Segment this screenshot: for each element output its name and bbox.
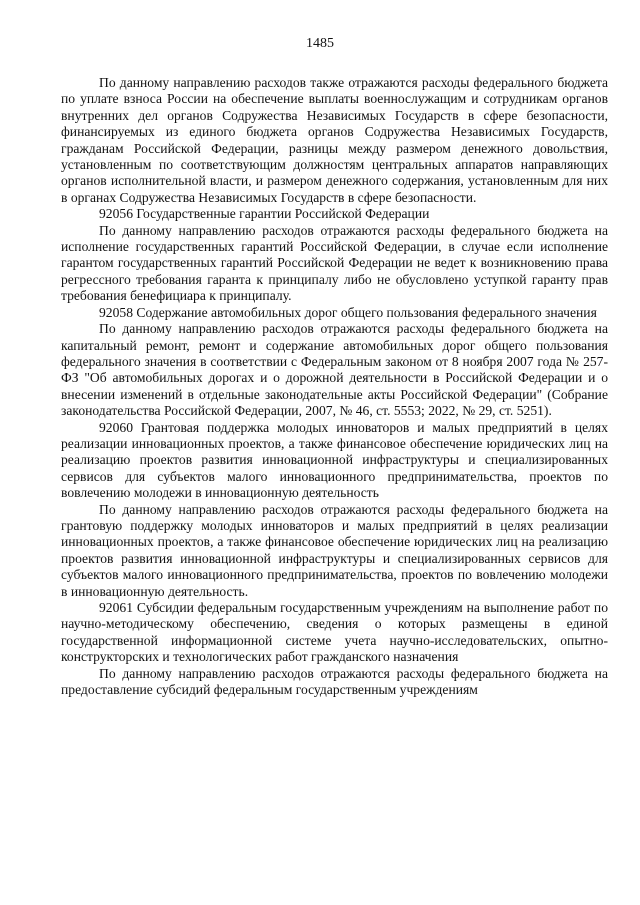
heading-92058: 92058 Содержание автомобильных дорог общего пользования федерального значения xyxy=(99,304,597,320)
heading-92061: 92061 Субсидии федеральным государственным учреждениям на выполнение работ по научно-методическому обеспечению, сведения о которых размещены в единой государственной информационной системе учета научно-исследовательских, опытно-конструкторских и технологических работ гражданского назначения xyxy=(61,600,608,665)
paragraph-csto-contribution: По данному направлению расходов также отражаются расходы федерального бюджета по уплате взноса России на обеспечение выплаты военнослужащим и сотрудникам органов внутренних дел органов Содружества Независимых Государств в сфере безопасности, финансируемых из единого бюджета органов Содружества Независимых Государств, гражданам Российской Федерации, разницы между размером денежного довольствия, установленным по соответствующим должностям центральных аппаратов направляющих органов исполнительной власти, и размером денежного содержания, установленным для них в органах Содружества Независимых Государств в сфере безопасности. xyxy=(61,75,608,205)
document-body xyxy=(61,75,608,698)
paragraph-state-guarantees: По данному направлению расходов отражаются расходы федерального бюджета на исполнение государственных гарантий Российской Федерации, в случае если исполнение гарантом государственных гарантий Российской Федерации не ведет к возникновению права регрессного требования гаранта к принципалу либо не обусловлено уступкой гаранту прав требования бенефициара к принципалу. xyxy=(61,222,608,304)
page-number: 1485 xyxy=(306,36,334,51)
heading-92060: 92060 Грантовая поддержка молодых инноваторов и малых предприятий в целях реализации инновационных проектов, а также финансовое обеспечение юридических лиц на реализацию проектов развития инновационной инфраструктуры и специализированных сервисов для субъектов малого инновационного предпринимательства, проектов по вовлечению молодежи в инновационную деятельность xyxy=(61,419,608,501)
paragraph-federal-roads: По данному направлению расходов отражаются расходы федерального бюджета на капитальный ремонт, ремонт и содержание автомобильных дорог общего пользования федерального значения в соответствии с Федеральным законом от 8 ноября 2007 года № 257-ФЗ "Об автомобильных дорогах и о дорожной деятельности в Российской Федерации и о внесении изменений в отдельные законодательные акты Российской Федерации" (Собрание законодательства Российской Федерации, 2007, № 46, ст. 5553; 2022, № 29, ст. 5251). xyxy=(61,321,608,419)
paragraph-innovation-grants: По данному направлению расходов отражаются расходы федерального бюджета на грантовую поддержку молодых инноваторов и малых предприятий в целях реализации инновационных проектов, а также финансовое обеспечение юридических лиц на реализацию проектов развития инновационной инфраструктуры и специализированных сервисов для субъектов малого инновационного предпринимательства, проектов по вовлечению молодежи в инновационную деятельность. xyxy=(61,501,608,599)
heading-92056: 92056 Государственные гарантии Российской Федерации xyxy=(99,206,430,222)
paragraph-federal-institution-subsidies: По данному направлению расходов отражаются расходы федерального бюджета на предоставление субсидий федеральным государственным учреждениям xyxy=(61,665,608,698)
